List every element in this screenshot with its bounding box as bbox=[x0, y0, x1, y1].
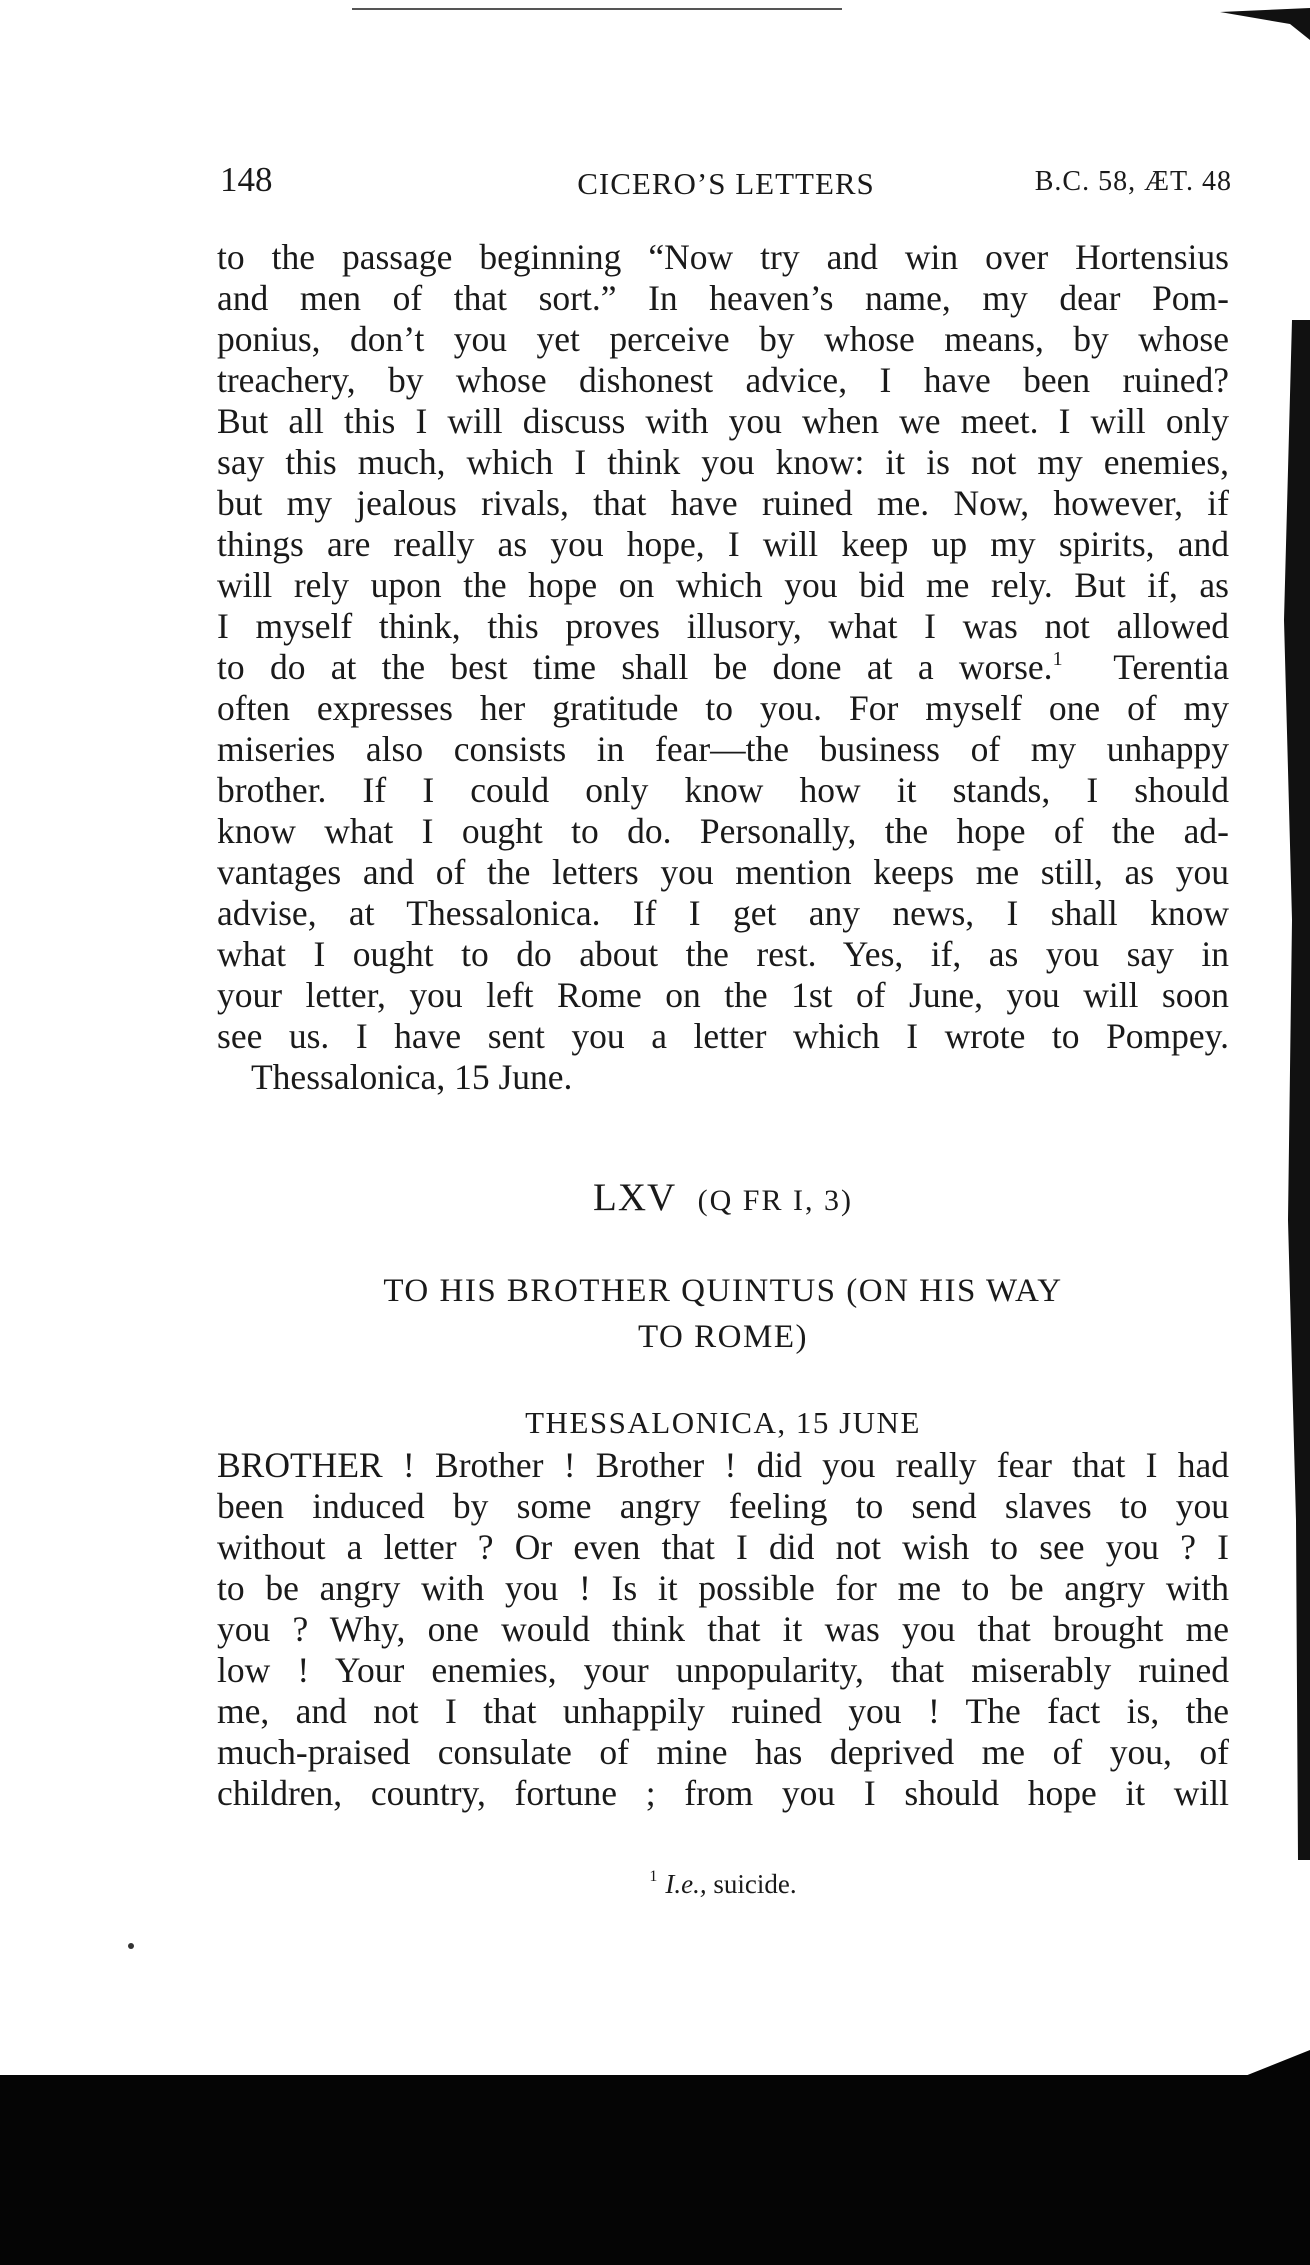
text-line: vantages and of the letters you mention keeps me still, as you bbox=[217, 852, 1229, 892]
scan-speck bbox=[128, 1943, 134, 1949]
text-line: been induced by some angry feeling to send slaves to you bbox=[217, 1486, 1229, 1526]
previous-letter-text bbox=[217, 237, 1229, 1098]
text-line: often expresses her gratitude to you. For myself one of my bbox=[217, 688, 1229, 728]
text-line: say this much, which I think you know: it is not my enemies, bbox=[217, 442, 1229, 482]
text-line: your letter, you left Rome on the 1st of June, you will soon bbox=[217, 975, 1229, 1015]
text-line: to the passage beginning “Now try and win over Hortensius bbox=[217, 237, 1229, 277]
letter-title-line: TO ROME) bbox=[638, 1319, 808, 1355]
text-line: treachery, by whose dishonest advice, I have been ruined? bbox=[217, 360, 1229, 400]
text-line: what I ought to do about the rest. Yes, if, as you say in bbox=[217, 934, 1229, 974]
text-line: I myself think, this proves illusory, what I was not allowed bbox=[217, 606, 1229, 646]
text-line: advise, at Thessalonica. If I get any news, I shall know bbox=[217, 893, 1229, 933]
text-line: know what I ought to do. Personally, the hope of the ad- bbox=[217, 811, 1229, 851]
letter-title-line: TO HIS BROTHER QUINTUS (ON HIS WAY bbox=[383, 1273, 1063, 1309]
text-segment: Terentia bbox=[1113, 647, 1229, 687]
text-line: ponius, don’t you yet perceive by whose means, by whose bbox=[217, 319, 1229, 359]
text-line: you ? Why, one would think that it was you that brought me bbox=[217, 1609, 1229, 1649]
footnote-text: suicide. bbox=[713, 1869, 797, 1899]
page-header bbox=[220, 160, 1232, 220]
text-line-with-footnote bbox=[217, 647, 1229, 688]
letter-reference: (Q FR I, 3) bbox=[697, 1184, 853, 1217]
text-line: to be angry with you ! Is it possible for me to be angry with bbox=[217, 1568, 1229, 1608]
page-corner-mark bbox=[1220, 4, 1310, 44]
text-line: children, country, fortune ; from you I should hope it will bbox=[217, 1773, 1229, 1813]
running-title: CICERO’S LETTERS bbox=[577, 166, 875, 201]
text-line: without a letter ? Or even that I did not wish to see you ? I bbox=[217, 1527, 1229, 1567]
letter-title bbox=[217, 1268, 1229, 1360]
date-reference: B.C. 58, ÆT. 48 bbox=[1034, 166, 1232, 197]
text-line: brother. If I could only know how it stands, I should bbox=[217, 770, 1229, 810]
text-line: things are really as you hope, I will keep up my spirits, and bbox=[217, 524, 1229, 564]
footnote-abbrev: I.e., bbox=[665, 1869, 707, 1899]
new-letter-text bbox=[217, 1445, 1229, 1814]
text-line: will rely upon the hope on which you bid me rely. But if, as bbox=[217, 565, 1229, 605]
text-line: see us. I have sent you a letter which I wrote to Pompey. bbox=[217, 1016, 1229, 1056]
text-line: BROTHER ! Brother ! Brother ! did you really fear that I had bbox=[217, 1445, 1229, 1485]
footnote-mark: 1 bbox=[649, 1868, 658, 1885]
text-line: much-praised consulate of mine has deprived me of you, of bbox=[217, 1732, 1229, 1772]
footnote-reference: 1 bbox=[1052, 648, 1063, 670]
scan-bottom-shadow bbox=[0, 2075, 1310, 2265]
letter-number-heading bbox=[217, 1175, 1229, 1220]
text-line: low ! Your enemies, your unpopularity, that miserably ruined bbox=[217, 1650, 1229, 1690]
text-segment: to do at the best time shall be done at a worse. bbox=[217, 647, 1053, 687]
scan-page-edge-shadow bbox=[1262, 320, 1310, 1860]
text-line: but my jealous rivals, that have ruined me. Now, however, if bbox=[217, 483, 1229, 523]
text-line: miseries also consists in fear—the business of my unhappy bbox=[217, 729, 1229, 769]
top-rule bbox=[352, 8, 842, 10]
text-line: me, and not I that unhappily ruined you ! The fact is, the bbox=[217, 1691, 1229, 1731]
text-line: and men of that sort.” In heaven’s name, my dear Pom- bbox=[217, 278, 1229, 318]
letter-number: LXV bbox=[593, 1176, 677, 1219]
letter-closing: Thessalonica, 15 June. bbox=[251, 1057, 573, 1097]
text-line: But all this I will discuss with you when we meet. I will only bbox=[217, 401, 1229, 441]
letter-place-date: THESSALONICA, 15 JUNE bbox=[525, 1405, 921, 1440]
page-number: 148 bbox=[220, 160, 273, 199]
footnote bbox=[217, 1868, 1229, 1900]
